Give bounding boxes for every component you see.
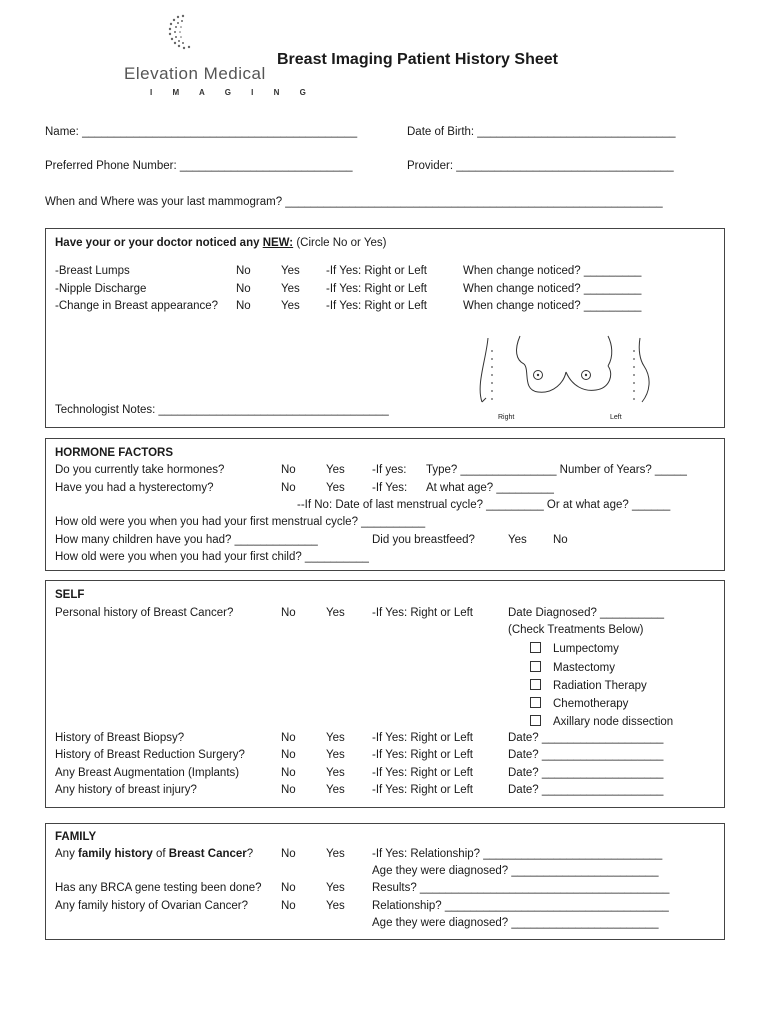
self-row-date[interactable]: Date? ___________________ [508,749,664,761]
family-no[interactable]: No [281,848,296,860]
self-no[interactable]: No [281,607,296,619]
noticed-side[interactable]: -If Yes: Right or Left [326,300,428,312]
treatment-checkbox[interactable]: Radiation Therapy [530,679,647,692]
noticed-item: -Breast Lumps [55,265,130,277]
checkbox-icon[interactable] [530,679,541,690]
children-field[interactable]: How many children have you had? _____________ [55,534,318,546]
treatment-checkbox[interactable]: Chemotherapy [530,697,628,710]
hormone-question: Do you currently take hormones? [55,464,225,476]
noticed-item: -Change in Breast appearance? [55,300,219,312]
family-question: Any family history of Breast Cancer? [55,848,254,860]
self-row-yes[interactable]: Yes [326,767,345,779]
hormone-yes[interactable]: Yes [326,464,345,476]
checkbox-icon[interactable] [530,715,541,726]
self-row-date[interactable]: Date? ___________________ [508,767,664,779]
ovarian-question: Any family history of Ovarian Cancer? [55,900,249,912]
provider-field[interactable]: Provider: __________________________________ [407,160,674,172]
noticed-side[interactable]: -If Yes: Right or Left [326,265,428,277]
noticed-yes[interactable]: Yes [281,300,300,312]
page-title: Breast Imaging Patient History Sheet [277,51,558,68]
brca-yes[interactable]: Yes [326,882,345,894]
noticed-when[interactable]: When change noticed? _________ [463,300,642,312]
date-diagnosed-field[interactable]: Date Diagnosed? __________ [508,607,665,619]
checkbox-icon[interactable] [530,697,541,708]
last-mammogram-field[interactable]: When and Where was your last mammogram? ___________________________________________________________ [45,196,663,208]
treatment-checkbox[interactable]: Lumpectomy [530,642,619,655]
logo-mark-icon [163,12,208,62]
self-row-no[interactable]: No [281,767,296,779]
noticed-no[interactable]: No [236,283,251,295]
noticed-no[interactable]: No [236,300,251,312]
hormone-if-label: -If yes: [372,464,407,476]
hysterectomy-if-label: -If Yes: [372,482,408,494]
self-question: Personal history of Breast Cancer? [55,607,234,619]
hormone-type-field[interactable]: Type? _______________ Number of Years? _____ [426,464,687,476]
noticed-when[interactable]: When change noticed? _________ [463,265,642,277]
checkbox-icon[interactable] [530,642,541,653]
self-row-side[interactable]: -If Yes: Right or Left [372,749,474,761]
breastfeed-no[interactable]: No [553,534,568,546]
logo-name: Elevation Medical [124,64,266,83]
self-row-side[interactable]: -If Yes: Right or Left [372,784,474,796]
hormone-no[interactable]: No [281,464,296,476]
self-row-question: History of Breast Biopsy? [55,732,185,744]
first-menstrual-field[interactable]: How old were you when you had your first menstrual cycle? __________ [55,516,426,528]
ovarian-no[interactable]: No [281,900,296,912]
treatment-checkbox[interactable]: Axillary node dissection [530,715,673,728]
hormone-heading: HORMONE FACTORS [55,447,173,459]
check-treatments-label: (Check Treatments Below) [508,624,644,636]
breastfeed-question: Did you breastfeed? [372,534,475,546]
self-yes[interactable]: Yes [326,607,345,619]
hysterectomy-age-field[interactable]: At what age? _________ [426,482,554,494]
hysterectomy-question: Have you had a hysterectomy? [55,482,214,494]
hysterectomy-no[interactable]: No [281,482,296,494]
noticed-yes[interactable]: Yes [281,283,300,295]
noticed-no[interactable]: No [236,265,251,277]
self-row-side[interactable]: -If Yes: Right or Left [372,767,474,779]
ovarian-relationship-field[interactable]: Relationship? ___________________________________ [372,900,669,912]
self-heading: SELF [55,589,85,601]
self-row-date[interactable]: Date? ___________________ [508,732,664,744]
breastfeed-yes[interactable]: Yes [508,534,527,546]
logo-subtitle: I M A G I N G [150,88,315,97]
first-child-field[interactable]: How old were you when you had your first child? __________ [55,551,369,563]
technologist-notes[interactable]: Technologist Notes: ____________________________________ [55,404,389,416]
treatment-checkbox[interactable]: Mastectomy [530,661,615,674]
self-row-no[interactable]: No [281,732,296,744]
self-row-yes[interactable]: Yes [326,784,345,796]
self-row-side[interactable]: -If Yes: Right or Left [372,732,474,744]
noticed-when[interactable]: When change noticed? _________ [463,283,642,295]
self-row-date[interactable]: Date? ___________________ [508,784,664,796]
family-heading: FAMILY [55,831,97,843]
diagram-left-label: Left [610,414,622,421]
brca-question: Has any BRCA gene testing been done? [55,882,262,894]
menstrual-cycle-field[interactable]: --If No: Date of last menstrual cycle? _________ Or at what age? ______ [297,499,671,511]
dob-field[interactable]: Date of Birth: _______________________________ [407,126,676,138]
brca-no[interactable]: No [281,882,296,894]
diagram-right-label: Right [498,414,515,421]
phone-field[interactable]: Preferred Phone Number: ___________________________ [45,160,353,172]
family-yes[interactable]: Yes [326,848,345,860]
self-row-question: History of Breast Reduction Surgery? [55,749,245,761]
noticed-item: -Nipple Discharge [55,283,147,295]
self-row-question: Any Breast Augmentation (Implants) [55,767,240,779]
self-row-no[interactable]: No [281,749,296,761]
self-row-no[interactable]: No [281,784,296,796]
hysterectomy-yes[interactable]: Yes [326,482,345,494]
brca-results-field[interactable]: Results? _______________________________________ [372,882,670,894]
ovarian-age-field[interactable]: Age they were diagnosed? _______________________ [372,917,659,929]
noticed-heading: Have your or your doctor noticed any NEW: (Circle No or Yes) [55,237,387,249]
noticed-yes[interactable]: Yes [281,265,300,277]
checkbox-icon[interactable] [530,661,541,672]
noticed-side[interactable]: -If Yes: Right or Left [326,283,428,295]
name-field[interactable]: Name: ___________________________________________ [45,126,358,138]
ovarian-yes[interactable]: Yes [326,900,345,912]
breast-diagram-icon [468,330,658,425]
self-row-question: Any history of breast injury? [55,784,197,796]
family-relationship-field[interactable]: -If Yes: Relationship? ____________________________ [372,848,663,860]
family-age-field[interactable]: Age they were diagnosed? _______________________ [372,865,659,877]
self-side[interactable]: -If Yes: Right or Left [372,607,474,619]
self-row-yes[interactable]: Yes [326,732,345,744]
self-row-yes[interactable]: Yes [326,749,345,761]
